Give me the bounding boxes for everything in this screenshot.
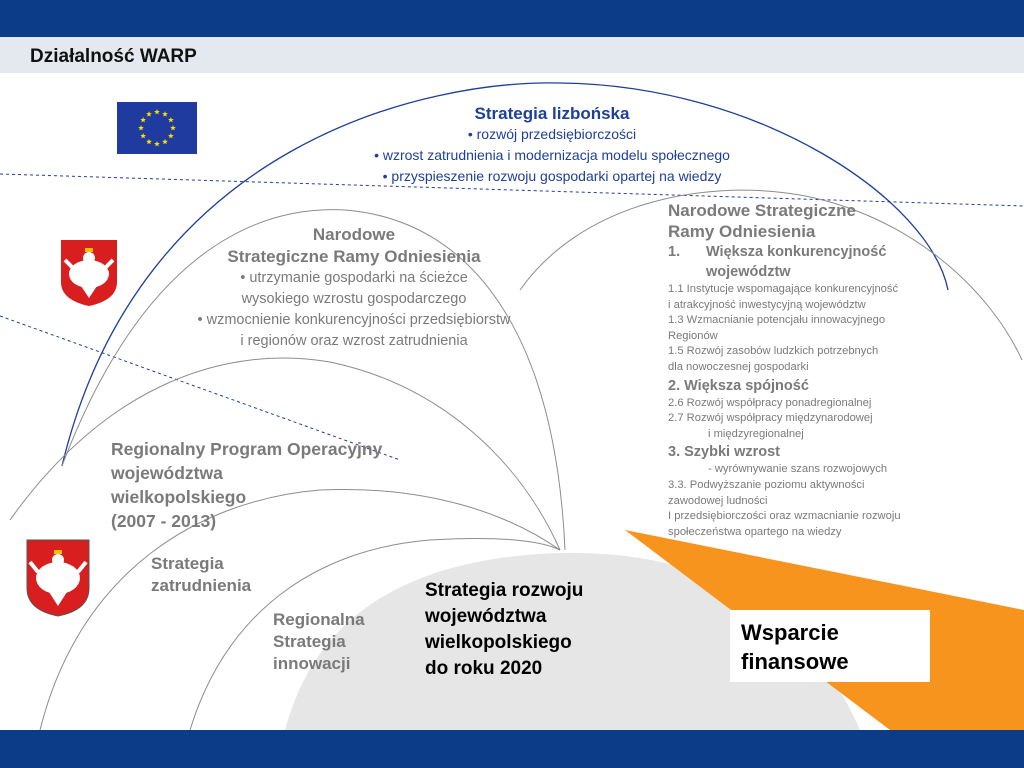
nsro-right-title-1: Narodowe Strategiczne	[668, 201, 856, 220]
section-title-continued: województw	[706, 264, 791, 280]
section-title: Większa konkurencyjność	[706, 244, 887, 260]
strategia-rozwoju-line: województwa	[425, 606, 547, 627]
lisbon-item: • rozwój przedsiębiorczości	[467, 126, 637, 142]
section-item: i atrakcyjność inwestycyjną województw	[668, 298, 866, 311]
nsro-left-item: • utrzymanie gospodarki na ścieżce	[240, 270, 468, 286]
nsro-right-block	[668, 200, 968, 540]
nsro-left-title-2: Strategiczne Ramy Odniesienia	[227, 247, 481, 266]
rsi-line: Strategia	[273, 632, 346, 651]
section-item: 2.6 Rozwój współpracy ponadregionalnej	[668, 396, 872, 409]
strategia-rozwoju-line: do roku 2020	[425, 658, 543, 679]
wsparcie-finansowe-label	[741, 618, 921, 676]
bottom-bar	[0, 730, 1024, 768]
nsro-right-section-1	[668, 242, 968, 262]
nsro-left-item: i regionów oraz wzrost zatrudnienia	[240, 333, 468, 349]
nsro-left-title-1: Narodowe	[312, 225, 396, 244]
lisbon-strategy-block	[318, 103, 786, 187]
strategia-rozwoju-line: wielkopolskiego	[425, 632, 572, 653]
rsi-line: Regionalna	[273, 610, 365, 629]
section-item: Regionów	[668, 329, 718, 342]
section-item: zawodowej ludności	[668, 494, 768, 507]
section-item-indented: i międzyregionalnej	[708, 427, 804, 440]
poland-coat-of-arms-icon	[59, 238, 119, 308]
section-item: 1.3 Wzmacnianie potencjału innowacyjnego	[668, 314, 886, 327]
section-item: społeczeństwa opartego na wiedzy	[668, 525, 842, 538]
nsro-right-section-2: 2. Większa spójność	[668, 377, 809, 394]
nsro-right-title-2: Ramy Odniesienia	[668, 222, 816, 241]
rpo-block	[111, 437, 441, 533]
wielkopolska-coat-of-arms-icon	[25, 538, 91, 618]
section-item: 1.5 Rozwój zasobów ludzkich potrzebnych	[668, 345, 879, 358]
section-item: 1.1 Instytucje wspomagające konkurencyjność	[668, 283, 899, 295]
rsi-block	[273, 609, 413, 675]
nsro-right-section-3: 3. Szybki wzrost	[668, 444, 781, 461]
section-item: 3.3. Podwyższanie poziomu aktywności	[668, 478, 865, 491]
eu-flag-icon	[117, 102, 197, 154]
lisbon-item: • przyspieszenie rozwoju gospodarki opartej na wiedzy	[382, 168, 722, 184]
rsi-line: innowacji	[273, 654, 351, 673]
nsro-left-item: wysokiego wzrostu gospodarczego	[241, 291, 467, 307]
nsro-left-item: • wzmocnienie konkurencyjności przedsiębiorstw	[197, 312, 511, 328]
rpo-line: (2007 - 2013)	[111, 511, 217, 531]
strategia-zatrudnienia-line: zatrudnienia	[151, 576, 252, 595]
section-item: dla nowoczesnej gospodarki	[668, 360, 809, 373]
rpo-line: województwa	[111, 463, 223, 483]
rpo-line: wielkopolskiego	[111, 487, 247, 507]
strategia-zatrudnienia-line: Strategia	[151, 554, 224, 573]
section-item: 2.7 Rozwój współpracy międzynarodowej	[668, 412, 873, 425]
page-title: Działalność WARP	[30, 46, 197, 67]
section-item-indented: - wyrównywanie szans rozwojowych	[708, 463, 888, 476]
strategia-rozwoju-block	[425, 578, 645, 682]
strategia-rozwoju-line: Strategia rozwoju	[425, 580, 584, 601]
wsparcie-line: Wsparcie	[741, 620, 839, 645]
wsparcie-line: finansowe	[741, 649, 849, 674]
lisbon-strategy-title: Strategia lizbońska	[474, 104, 630, 123]
rpo-line: Regionalny Program Operacyjny	[111, 439, 383, 459]
nsro-left-block	[150, 224, 558, 352]
section-number: 1.	[668, 244, 681, 260]
lisbon-item: • wzrost zatrudnienia i modernizacja modelu społecznego	[374, 147, 730, 163]
strategia-zatrudnienia-block	[151, 553, 301, 597]
section-item: I przedsiębiorczości oraz wzmacnianie rozwoju	[668, 510, 901, 523]
